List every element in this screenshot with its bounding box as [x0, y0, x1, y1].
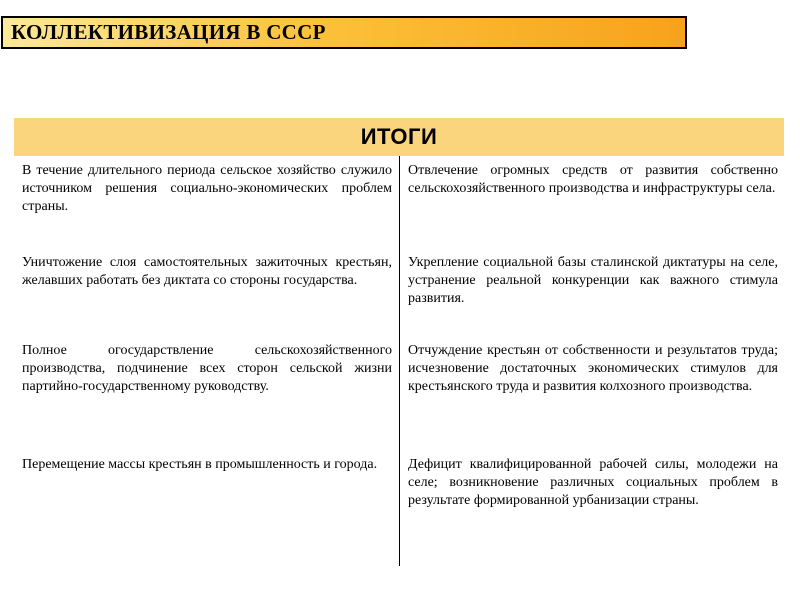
results-header-label: ИТОГИ — [360, 124, 438, 149]
slide-title-bar — [1, 16, 687, 49]
row-2-right-cell: Укрепление социальной базы сталинской диктатуры на селе, устранение реальной конкуренции как важного стимула развития. — [408, 255, 778, 306]
row-3-left-cell: Полное огосударствление сельскохозяйственного производства, подчинение всех сторон сельской жизни партийно-государственному руководству. — [22, 343, 392, 394]
slide-title: КОЛЛЕКТИВИЗАЦИЯ В СССР — [11, 20, 326, 44]
row-1-right-cell: Отвлечение огромных средств от развития собственно сельскохозяйственного производства и инфраструктуры села. — [408, 163, 778, 196]
results-table — [14, 118, 784, 566]
results-rows — [14, 156, 784, 566]
row-1-left-cell: В течение длительного периода сельское хозяйство служило источником решения социально-экономических проблем страны. — [22, 163, 392, 214]
row-4-left-cell: Перемещение массы крестьян в промышленность и города. — [22, 457, 378, 472]
row-3-right-cell: Отчуждение крестьян от собственности и результатов труда; исчезновение достаточных экономических стимулов для крестьянского труда и развития колхозного производства. — [408, 343, 778, 394]
row-4-right-cell: Дефицит квалифицированной рабочей силы, молодежи на селе; возникновение различных социальных проблем в результате формированной урбанизации страны. — [408, 457, 778, 508]
row-2-left-cell: Уничтожение слоя самостоятельных зажиточных крестьян, желавших работать без диктата со стороны государства. — [22, 255, 392, 288]
column-divider — [399, 156, 400, 566]
results-header — [14, 118, 784, 156]
